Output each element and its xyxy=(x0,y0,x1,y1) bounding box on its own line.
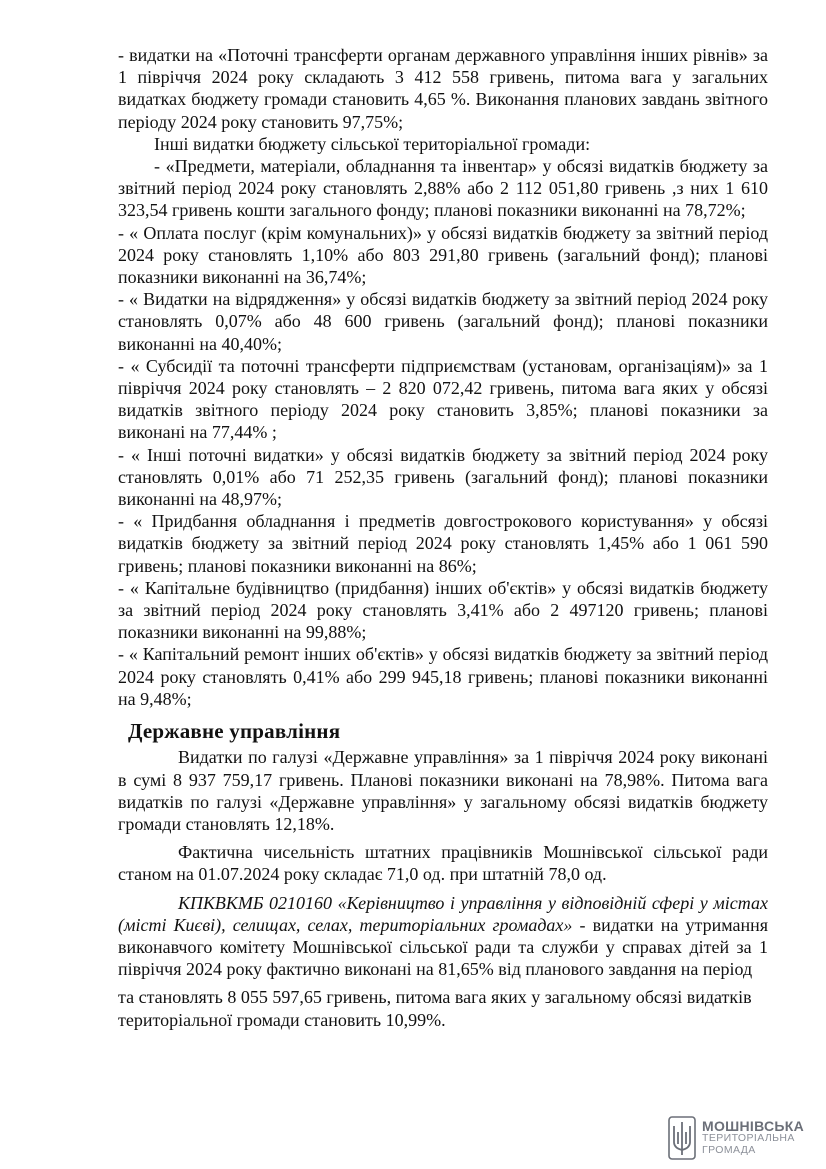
paragraph-capital-repair: - « Капітальний ремонт інших об'єктів» у обсязі видатків бюджету за звітний період 2024 року становлять 0,41% або 299 945,18 гривень; планові показники виконанні на 9,48%; xyxy=(118,644,768,709)
kpkv-description: - видатки на утримання виконавчого комітету Мошнівської сільської ради та служби у справах дітей за 1 півріччя 2024 року фактично виконані на 81,65% від планового завдання на період xyxy=(118,914,768,980)
logo-line1: МОШНІВСЬКА xyxy=(702,1118,805,1134)
paragraph-staff-count: Фактична чисельність штатних працівників Мошнівської сільської ради станом на 01.07.2024 року складає 71,0 од. при штатній 78,0 од. xyxy=(118,842,768,885)
paragraph-subsidies: - « Субсидії та поточні трансферти підприємствам (установам, організаціям)» за 1 півріччя 2024 року становлять – 2 820 072,42 гривень, питома вага яких у обсязі видатків звітного періоду 2024 року становить 3,85%; планові показники за виконані на 77,44% ; xyxy=(118,355,768,443)
logo-line3: ГРОМАДА xyxy=(702,1144,756,1156)
document-page xyxy=(118,44,768,1031)
paragraph-transfers: - видатки на «Поточні трансферти органам державного управління інших рівнів» за 1 півріччя 2024 року складають 3 412 558 гривень, питома вага у загальних видатках бюджету громади становить 4,65 %. Виконання планових завдань звітного періоду 2024 року становить 97,75%; xyxy=(118,45,768,132)
paragraph-state-administration: Видатки по галузі «Державне управління» за 1 півріччя 2024 року виконані в сумі 8 937 759,17 гривень. Планові показники виконані на 78,98%. Питома вага видатків по галузі «Державне управління» у загальному обсязі видатків бюджету громади становлять 12,18%. xyxy=(118,747,768,834)
paragraph-capital-construction: - « Капітальне будівництво (придбання) інших об'єктів» у обсязі видатків бюджету за звітний період 2024 року становлять 3,41% або 2 497120 гривень; планові показники виконанні на 99,88%; xyxy=(118,577,768,643)
paragraph-kpkv xyxy=(118,892,768,981)
paragraph-materials: - «Предмети, матеріали, обладнання та інвентар» у обсязі видатків бюджету за звітний період 2024 року становлять 2,88% або 2 112 051,80 гривень ,з них 1 610 323,54 гривень кошти загального фонду; планові показники виконанні на 78,72%; xyxy=(118,156,768,221)
community-logo xyxy=(668,1112,808,1164)
trident-icon xyxy=(668,1116,696,1160)
logo-text xyxy=(702,1120,804,1156)
paragraph-other-expenses-intro: Інші видатки бюджету сільської територіальної громади: xyxy=(154,133,591,154)
paragraph-business-trips: - « Видатки на відрядження» у обсязі видатків бюджету за звітний період 2024 року становлять 0,07% або 48 600 гривень (загальний фонд); планові показники виконанні на 40,40%; xyxy=(118,289,768,354)
paragraph-equipment: - « Придбання обладнання і предметів довгострокового користування» у обсязі видатків бюджету за звітний період 2024 року становлять 1,45% або 1 061 590 гривень; планові показники виконанні на 86%; xyxy=(118,511,768,576)
paragraph-other-current: - « Інші поточні видатки» у обсязі видатків бюджету за звітний період 2024 року становлять 0,01% або 71 252,35 гривень (загальний фонд); планові показники виконанні на 48,97%; xyxy=(118,444,768,510)
paragraph-kpkv-continuation: та становлять 8 055 597,65 гривень, питома вага яких у загальному обсязі видатків територіальної громади становить 10,99%. xyxy=(118,987,752,1030)
paragraph-services: - « Оплата послуг (крім комунальних)» у обсязі видатків бюджету за звітний період 2024 року становлять 1,10% або 803 291,80 гривень (загальний фонд); планові показники виконанні на 36,74%; xyxy=(118,222,768,288)
logo-line2: ТЕРИТОРІАЛЬНА xyxy=(702,1132,795,1144)
section-heading: Державне управління xyxy=(128,719,341,744)
kpkv-code-title: КПКВКМБ 0210160 «Керівництво і управління у відповідній сфері у містах (місті Києві), селищах, селах, територіальних громадах» xyxy=(118,892,768,935)
